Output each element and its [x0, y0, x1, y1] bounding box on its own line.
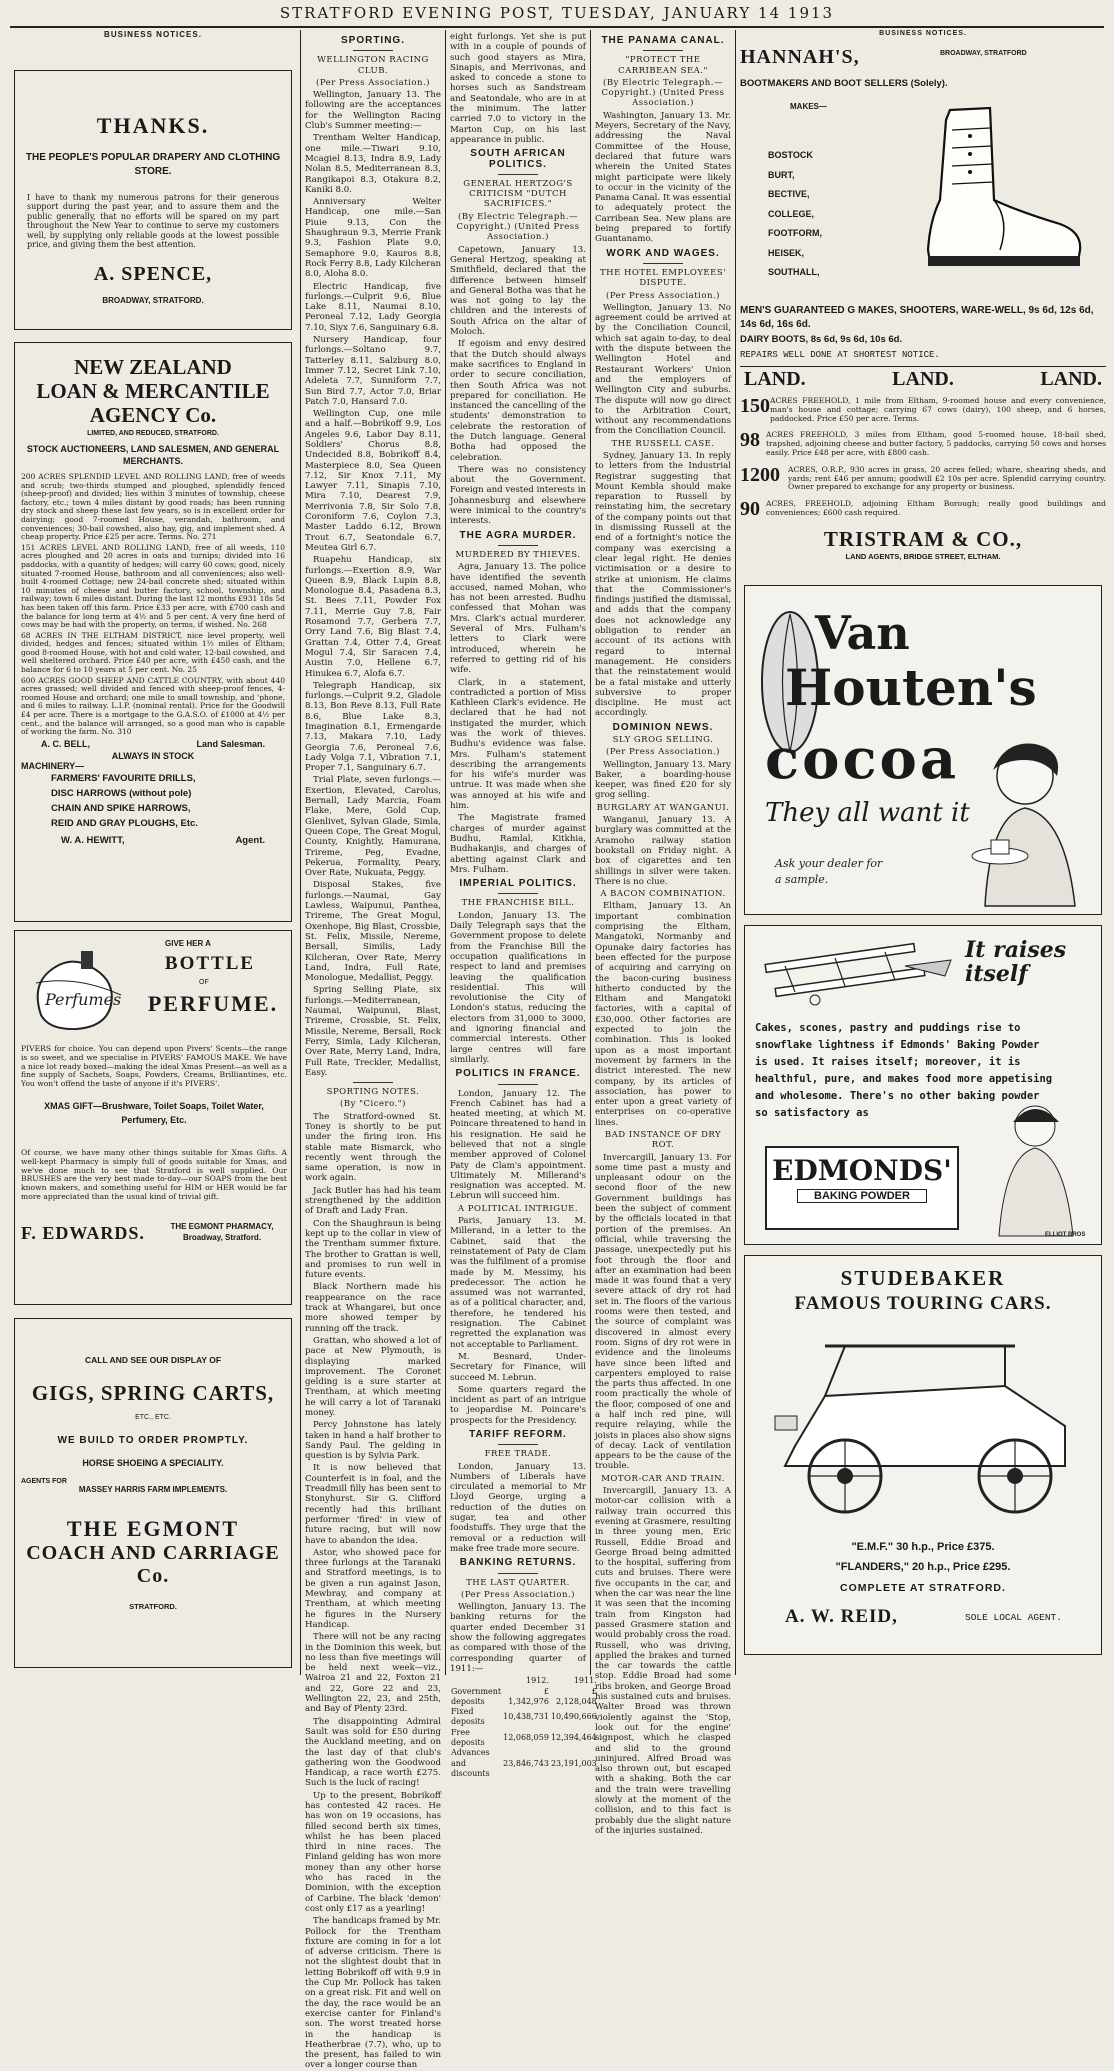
banking-subhead: THE LAST QUARTER.: [466, 1577, 570, 1588]
column-5: [740, 30, 1106, 1675]
nzl-lot: 151 ACRES LEVEL AND ROLLING LAND, free of all weeds, 110 acres ploughed and 20 acres in oats and turnips; divided into 16 paddocks, with a quantity of hedges; will carry 60 cows; good, nicely situated 7-roomed House, bathroom and all conveniences; also well-built 4-roomed Cottage; new 24-bail concrete shed; situated within 10 minutes of cheese and butter factory, school, township, and railway; town 6 miles distant. During the last 12 months £931 18s 5d has been taken off this farm. Price £33 per acre, with £700 cash and the balance for long term at 4½ and 5 per cent. A very fine herd of cows may be had with the property, on terms, if wished. No. 268: [21, 542, 285, 630]
intrigue-subhead: A POLITICAL INTRIGUE.: [457, 1203, 579, 1214]
imperial-heading: IMPERIAL POLITICS.: [459, 878, 577, 890]
column-rule: [735, 30, 736, 1675]
studebaker-agent-role: SOLE LOCAL AGENT.: [965, 1612, 1062, 1623]
separator: [498, 545, 538, 546]
paragraph: Wellington Cup, one mile and a half.—Bobrikoff 9.9, Los Angeles 9.6, Labor Day 8.11, Soldiers' Chorus 8.8, Undecided 8.8, Bobrikoff 8.4, Masterpiece 8.0, Sea Queen 7.12, Sir Knox 7.11, My Lawyer 7.11, Sinapis 7.10, Mira 7.10, Dearest 7.9, Merrivonia 7.8, Sir Solo 7.8, Coroniform 7.6, Coylon 7.3, Master Laddo 6.12, Brown Trout 6.7, Seatondale 6.7, Meutea Girl 6.7.: [305, 409, 441, 553]
land-lot-text: ACRES FREEHOLD, 1 mile from Eltham, 9-roomed house and every convenience, man's house and cottage; carrying 67 cows (dairy), 100 sheep, and 6 horses, paddocked. Price £50 per acre. Terms.: [770, 396, 1106, 423]
sporting-subhead: WELLINGTON RACING CLUB.: [317, 55, 429, 76]
paragraph: Wellington, January 13. Mary Baker, a boarding-house keeper, was fined £20 for sly grog selling.: [595, 759, 731, 801]
column-rule: [590, 30, 591, 1675]
table-cell: 23,846,743: [503, 1758, 549, 1768]
touring-car-illustration: [765, 1326, 1085, 1526]
paragraph: Clark, in a statement, contradicted a portion of Miss Kathleen Clark's evidence. He declared that he had not instigated the murder, which was the work of thieves. Budhu's evidence was false. Mrs. Fulham's statement describing the arrangements for his wife's murder was untrue. It was made when she was annoyed at his wife and him.: [450, 677, 586, 812]
table-cell: 10,490,666: [550, 1712, 597, 1722]
table-cell: Advances and discounts: [451, 1748, 490, 1778]
land-lot-number: 1200: [740, 463, 780, 486]
hannah-name: HANNAH'S,: [740, 46, 860, 68]
land-lot-number: 90: [740, 498, 760, 521]
thanks-title: THANKS.: [96, 113, 210, 138]
hannah-dairy: DAIRY BOOTS, 8s 6d, 9s 6d, 10s 6d.: [740, 334, 903, 345]
table-cell: £ 1,342,976: [508, 1686, 549, 1706]
agra-heading: THE AGRA MURDER.: [459, 529, 577, 541]
nzl-agent-role: Land Salesman.: [196, 738, 265, 749]
motor-subhead: MOTOR-CAR AND TRAIN.: [601, 1473, 725, 1484]
edmonds-body: Cakes, scones, pastry and puddings rise to snowflake lightness if Edmonds' Baking Powder is used. It raises itself; moreover, it is healthful, pure, and makes food more appetising and wholesome. There's no other baking powder so satisfactory as: [755, 1022, 1053, 1119]
paragraph: Anniversary Welter Handicap, one mile.—San Piuie 9.13, Con the Shaughraun 9.3, Merrie Frank 9.3, Fashion Plate 9.0, Semaphore 9.0, Kauros 8.8, Rock Ferry 8.8, Lady Kilcheran 8.0, Aloha 8.0.: [305, 197, 441, 280]
paragraph: Trial Plate, seven furlongs.—Exertion, Elevated, Carolus, Bernall, Lady Marcia, Foam Flake, Mere, Gold Cup, Glenlivet, Sylvan Glade, Simla, Queen Cope, The Great Mogul, County, Knightly, Hamurana, Trireme, Peg, Evadne, Pekerua, Formality, Peary, Over Rate, Nukuata, Peggy.: [305, 775, 441, 879]
paragraph: London, January 13. The Daily Telegraph says that the Government propose to delete from the Franchise Bill the occupation qualifications in respect to land and premises leaving the qualification residential. This will revolutionise the City of London's status, reducing the electors from 31,000 to 3000, and ignoring financial and commercial interests. Other large centres will fare similarly.: [450, 910, 586, 1065]
work-heading: WORK AND WAGES.: [606, 247, 720, 259]
coach-build: WE BUILD TO ORDER PROMPTLY.: [57, 1435, 249, 1446]
nz-loan-advert: [14, 342, 292, 922]
cocoa-ask: Ask your dealer for a sample.: [775, 857, 883, 886]
dryrot-subhead: BAD INSTANCE OF DRY ROT.: [604, 1129, 722, 1151]
nzl-machinery: MACHINERY—: [21, 760, 85, 771]
agra-subhead: MURDERED BY THIEVES.: [455, 549, 581, 560]
table-cell: 23,191,003: [550, 1758, 597, 1768]
cocoa-advert: [744, 585, 1102, 915]
paragraph: The Magistrate framed charges of murder against Budhu, Ramlal, Kitkhia, Budhakanjis, and charges of abetting against Clark and Mrs. Fulham.: [450, 813, 586, 875]
separator: [353, 1082, 393, 1083]
nzl-lot: 600 ACRES GOOD SHEEP AND CATTLE COUNTRY, with about 440 acres grassed; well divided and fenced with sheep-proof fences, 4-roomed House and orchard; one mile to small township, and 'phone, and 6 miles to railway. L.I.P. (nominal rental). Price for the Goodwill £4 per acre. There is a mortgage to the G.A.S.O. of £1000 at 4½ per cent., and the balance will arranged, so a good man who is capable of working the farm. No. 310: [21, 675, 285, 737]
paragraph: Wellington, January 13. The following are the acceptances for the Wellington Racing Club's Summer meeting:—: [305, 90, 441, 132]
edmonds-brand2: BAKING POWDER: [797, 1189, 927, 1203]
paragraph: Percy Johnstone has lately taken in hand a half brother to Sandy Paul. The gelding in question is by Sylvia Park.: [305, 1420, 441, 1462]
sporting-heading: SPORTING.: [340, 35, 405, 46]
studebaker-complete: COMPLETE AT STRATFORD.: [840, 1582, 1006, 1594]
coach-massey: MASSEY HARRIS FARM IMPLEMENTS.: [78, 1485, 228, 1494]
separator: [498, 893, 538, 894]
separator: [498, 1084, 538, 1085]
perfume-shop: THE EGMONT PHARMACY, Broadway, Stratford.: [170, 1222, 274, 1242]
cocoa-tagline: They all want it: [765, 798, 970, 828]
nzl-limited: LIMITED, AND REDUCED, STRATFORD.: [87, 430, 219, 437]
land-firm: TRISTRAM & CO.,: [823, 527, 1023, 552]
thanks-shop: THE PEOPLE'S POPULAR DRAPERY AND CLOTHING STORE.: [25, 152, 281, 177]
boot-icon: [890, 100, 1090, 280]
table-cell: Government deposits: [451, 1686, 502, 1706]
hannahs-advert: [740, 42, 1106, 362]
hannah-brand-list: [768, 146, 822, 283]
paragraph: Wellington, January 13. No agreement could be arrived at by the Conciliation Council, which sat again to-day, to deal with the dispute between the Wellington Hotel and Restaurant Workers' Union and the employers of Wellington City and suburbs. The dispute will now go direct to the Arbitration Court, without any recommendations from the Conciliation Council.: [595, 302, 731, 437]
paragraph: It is now believed that Counterfeit is in foal, and the Treadmill filly has been sent to Stonyhurst. Sir G. Clifford recently had this brilliant performer 'fired' in view of future racing, but will now have to abandon the idea.: [305, 1463, 441, 1546]
nzl-roles: STOCK AUCTIONEERS, LAND SALESMEN, AND GENERAL MERCHANTS.: [26, 444, 280, 466]
hannah-brand: HEISEK,: [768, 247, 805, 258]
land-lot-number: 98: [740, 429, 760, 452]
edmonds-signature: ELLIOT BROS: [1045, 1232, 1086, 1238]
table-row: [450, 1748, 598, 1779]
paragraph: There will not be any racing in the Dominion this week, but no less than five meetings will be held next week—viz., Wairoa 21 and 22, Foxton 21 and 22, Gore 22 and 23, Wellington 22, 23, and 25th, and Bay of Plenty 23rd.: [305, 1632, 441, 1715]
sporting-notes-head: SPORTING NOTES.: [326, 1087, 420, 1098]
edmonds-tin: [765, 1146, 959, 1230]
paragraph: Some quarters regard the incident as part of an intrigue to jeopardise M. Poincare's prospects for the Presidency.: [450, 1384, 586, 1426]
paragraph: Grattan, who showed a lot of pace at New Plymouth, is displaying marked improvement. The Coronet gelding is a sure starter at Trentham, at which meeting he will carry a lot of Taranaki money.: [305, 1335, 441, 1418]
paragraph: Electric Handicap, five furlongs.—Culprit 9.6, Blue Lake 8.11, Naumai 8.10, Peroneal 7.12, Lady Georgia 7.10, Siyx 7.6, Sanguinary 6.8.: [305, 281, 441, 333]
paragraph: London, January 12. The French Cabinet has had a heated meeting, at which M. Poincare threatened to hand in his resignation. He said he believed that not a single member approved of Colonel Paty de Clam's appointment. Ultimately M. Millerand's resignation was accepted. M. Lebrun will succeed him.: [450, 1088, 586, 1202]
land-heading: LAND.: [1040, 368, 1102, 390]
section-rule: [740, 366, 1106, 367]
coach-advert: [14, 1318, 292, 1668]
coach-agents: AGENTS FOR: [21, 1478, 67, 1485]
land-lot-number: 150: [740, 395, 770, 417]
perfume-give: GIVE HER A: [165, 939, 211, 948]
perfume-xmas: XMAS GIFT—Brushware, Toilet Soaps, Toilet Water, Perfumery, Etc.: [44, 1101, 264, 1125]
france-heading: POLITICS IN FRANCE.: [455, 1068, 581, 1080]
perfume-body: PIVERS for choice. You can depend upon Pivers' Scents—the range is so sweet, and we specialise in PIVERS' FAMOUS MAKE. We have a nice lot ready boxed—making the ideal Xmas Present—as well as a fine supply of Sachets, Soaps, Powders, Creams, Brilliantines, etc. You won't offend the taste of anyone if it's PIVERS'.: [21, 1044, 287, 1089]
masthead-rule: [10, 26, 1104, 28]
table-cell: 12,068,059: [503, 1732, 549, 1742]
cocoa-brand-van: Van: [815, 606, 910, 660]
sa-heading: SOUTH AFRICAN POLITICS.: [470, 148, 566, 170]
coach-horse: HORSE SHOEING A SPECIALITY.: [82, 1458, 224, 1468]
paragraph: Washington, January 13. Mr. Meyers, Secretary of the Navy, addressing the Naval Committee of the House, declared that future wars wherein the United States might participate were likely to occur in the vicinity of the Panama Canal. It was essential to adequately protect the Carribean Sea. New plans are being prepared to fortify Guantanamo.: [595, 110, 731, 245]
table-row: [450, 1728, 598, 1749]
separator: [643, 50, 683, 51]
hannah-makes: MAKES—: [790, 102, 827, 111]
thanks-address: BROADWAY, STRATFORD.: [102, 296, 204, 306]
land-heading: LAND.: [744, 368, 806, 390]
nzl-lot: 200 ACRES SPLENDID LEVEL AND ROLLING LAND, free of weeds and scrub; two-thirds stumped and ploughed, splendidly fenced (sheep-proof) and divided; lies within 3 minutes of township, cheese factory, etc.; town 4 miles distant by good roads; has been running dry stock and sheep these last few years, so is in excellent order for dairying; good 7-roomed House, verandah, bathroom, and conveniences; 30-bail cowshed, also hay, gig, and implement shed. A cheap property. Price £25 per acre. Terms. No. 271: [21, 472, 285, 542]
separator: [643, 263, 683, 264]
paragraph: There was no consistency about the Government. Foreign and vested interests in Johannesburg and elsewhere were inimical to the country's interests.: [450, 464, 586, 527]
hannah-brand: BURT,: [768, 169, 795, 180]
paragraph: Paris, January 13. M. Millerand, in a letter to the Cabinet, said that the reinstatement of Paty de Clam was the fulfilment of a promise made by M. Messimy, his predecessor. The action he assumed was not warranted, as of a political character, and, therefore, he tendered his resignation. The Cabinet regretted the explanation was not acceptable to Parliament.: [450, 1216, 586, 1350]
tariff-heading: TARIFF REFORM.: [469, 1429, 567, 1440]
table-cell: 10,438,731: [503, 1712, 549, 1722]
paragraph: Eltham, January 13. An important combination comprising the Eltham, Mangatoki, Normanby and Opunake dairy factories has been effected for the purpose of acquiring and carrying on the bacon-curing business hitherto conducted by the Eltham and Mangatoki factories, with a capital of £30,000. Other factories are expected to join the combination. This is looked upon as a most important movement by farmers in the district interested. The new company, by its articles of association, has power to enter upon a great variety of enterprises on co-operative lines.: [595, 901, 731, 1128]
nzl-line1: NEW ZEALAND: [74, 355, 232, 379]
perfume-of: OF: [199, 979, 209, 986]
coach-gigs: GIGS, SPRING CARTS,: [31, 1381, 275, 1405]
work-subhead: THE HOTEL EMPLOYEES' DISPUTE.: [599, 267, 726, 289]
cocoa-brand-houtens: Houten's: [785, 658, 1037, 717]
nzl-line3: AGENCY Co.: [89, 403, 217, 427]
paragraph: Ruapehu Handicap, six furlongs.—Exertion 8.9, War Queen 8.9, Black Lupin 8.8, Monologue 8.4, Pasadena 8.3, St. Bees 7.11, Powder Fox 7.11, Merrie Guy 7.8, Fair Rosamond 7.7, Gerbera 7.7, Orry Land 7.6, Big Blast 7.4, Grattan 7.4, Otter 7.4, Great Mogul 7.4, Sir Saracen 7.4, Austin 7.0, Hellene 6.7, Hinukea 6.7, Alofa 6.7.: [305, 555, 441, 679]
paragraph: eight furlongs. Yet she is put with in a couple of pounds of such good stayers as Mira, Sinapis, and Merrivonas, and asked to concede a stone to horses such as Sandstream and Seatondale, who are in at the minimum. The latter carried 7.0 to victory in the Marton Cup, on his last appearance in public.: [450, 32, 586, 145]
paragraph: The disappointing Admiral Sault was sold for £50 during the Auckland meeting, and on the last day of that club's gathering won the Goodwood Handicap, a race worth £275. Such is the luck of racing!: [305, 1716, 441, 1789]
perfume-title: PERFUME.: [147, 991, 279, 1016]
separator: [498, 1573, 538, 1574]
paragraph: Spring Selling Plate, six furlongs.—Mediterranean, Naumai, Waipunui, Blast, Trireme, Crossbie, St. Felix, Missile, Nereme, Bersall, Rock Ferry, Simla, Lady Kilcheran, Over Rate, Merry Land, Indra, Full Rate, Treckler, Medallist, Easy.: [305, 985, 441, 1078]
thanks-body: I have to thank my numerous patrons for their generous support during the past year, and to assure them and the public generally, that no efforts will be spared on my part throughout the New Year to continue to serve my customers well, by supplying only reliable goods at the lowest possible price, and giving them the best attention.: [27, 193, 279, 250]
canal-byline: (By Electric Telegraph.—Copyright.) (United Press Association.): [601, 77, 725, 109]
paragraph: Sydney, January 13. In reply to letters from the Industrial Registrar suggesting that Mount Kembla should make reparation to Russell by reinstating him, the secretary of the company points out that in dismissing Russell at the end of a fortnight's notice the company was exercising a clear legal right. He denies victimisation or a desire to strike at unionism. He claims that the Commissioner's findings justified the dismissal, and adds that the company does not acknowledge any obligation to render an account of its actions with regard to internal management. He considers that the reinstatement would be a fatal mistake and utterly subversive to proper discipline. He must act accordingly.: [595, 450, 731, 719]
paragraph: If egoism and envy desired that the Dutch should always make sacrifices to England in order to secure conciliation, then South Africa was not prepared for conciliation. He instanced the cancelling of the students' demonstration to celebrate the restoration of the Dutch language. General Botha had opposed the celebration.: [450, 339, 586, 463]
table-cell: Free deposits: [451, 1727, 485, 1748]
separator: [498, 1444, 538, 1445]
land-lot-text: ACRES FREEHOLD, 3 miles from Eltham, good 5-roomed house, 18-bail shed, trapshed, adjoining cheese and butter factory, 5 paddocks, carrying 50 cows and horses easily. Price £48 per acre, with £800 cash.: [766, 430, 1106, 457]
paragraph: Astor, who showed pace for three furlongs at the Taranaki and Stratford meetings, is to be given a run against Jason, Mewbray, and company at Trentham, at which meeting he figures in the Nursery Handicap.: [305, 1547, 441, 1630]
sa-byline: (By Electric Telegraph.—Copyright.) (United Press Association.): [456, 211, 580, 243]
column-1: [12, 30, 294, 1675]
nzl-line2: LOAN & MERCANTILE: [36, 379, 270, 403]
press-association: (Per Press Association.): [316, 77, 430, 88]
hannah-brand: COLLEGE,: [768, 208, 815, 219]
hannah-brand: SOUTHALL,: [768, 267, 820, 277]
nzl-stock-line: ALWAYS IN STOCK: [111, 750, 195, 761]
thanks-advert: [14, 70, 292, 330]
studebaker-emf: "E.M.F." 30 h.p., Price £375.: [851, 1541, 995, 1553]
nzl-item: FARMERS' FAVOURITE DRILLS,: [51, 772, 196, 784]
edmonds-brand: EDMONDS': [772, 1154, 952, 1187]
woman-illustration: [985, 1096, 1085, 1236]
perfume-bottle-illustration: [21, 945, 131, 1035]
paragraph: London, January 13. Numbers of Liberals have circulated a memorial to Mr Lloyd George, urging a reduction of the duties on sugar, tea and other foodstuffs. They urge that the removal or a reduction will make free trade more secure.: [450, 1461, 586, 1554]
table-header: 1912.: [526, 1676, 549, 1686]
nzl-agent: A. C. BELL,: [41, 738, 90, 749]
nzl-lot: 68 ACRES IN THE ELTHAM DISTRICT, nice level property, well divided, hedges and fences; situated within 1½ miles of Eltham; good 8-roomed House, with hot and cold water, 12-bail cowshed, and well sheltered orchard. Price £40 per acre, with £450 cash, and the balance for 6 to 10 years at 5 per cent. No. 25: [21, 630, 285, 675]
hannah-repairs: REPAIRS WELL DONE AT SHORTEST NOTICE.: [740, 350, 940, 360]
paragraph: The Stratford-owned St. Toney is shortly to be put under the firing iron. His stable mate Bismarck, who recently went through the same operation, is now in work again.: [305, 1111, 441, 1184]
column-rule: [300, 30, 301, 1675]
tariff-subhead: FREE TRADE.: [484, 1449, 552, 1460]
land-lot-text: ACRES, O.R.P., 930 acres in grass, 20 acres felled; whare, shearing sheds, and yards; rent £46 per annum; goodwill £2 10s per acre. Splendid carrying country. Owner prepared to exchange for any property or business.: [788, 464, 1106, 492]
paragraph: M. Besnard, Under-Secretary for Finance, will succeed M. Lebrun.: [450, 1351, 586, 1383]
coach-call: CALL AND SEE OUR DISPLAY OF: [84, 1355, 222, 1365]
paragraph: Invercargill, January 13. A motor-car collision with a railway train occurred this evening at Grasmere, resulting in three young men, Eric Russell, Eddie Broad and George Broad being admitted to the hospital, suffering from cuts and bruises. There were five occupants in the car, and when the car was near the line it was seen that the incoming train from Kingston had passed Grasmere station and would probably cross the road. Russell, who was driving, applied the brakes and turned the car towards the cattle stop. Eddie Broad had some ribs broken, and George Broad his sustained cuts and bruises. Walter Broad was thrown violently against the 'Stop, look out for the engine' signpost, which he clasped and slid to the ground uninjured. Alfred Broad was also thrown out, but escaped with a shaking. Both the car and the train were travelling slowly at the moment of the collision, and to this fact is probably due the slight nature of the injuries sustained.: [595, 1486, 731, 1836]
edmonds-slogan: It raises itself: [965, 937, 1067, 987]
studebaker-flanders: "FLANDERS," 20 h.p., Price £295.: [835, 1561, 1011, 1573]
studebaker-line2: FAMOUS TOURING CARS.: [794, 1293, 1052, 1314]
hannah-men: MEN'S GUARANTEED G MAKES, SHOOTERS, WARE-WELL, 9s 6d, 12s 6d, 14s 6d, 16s 6d.: [740, 305, 1094, 330]
land-heading: LAND.: [892, 368, 954, 390]
perfume-bottle-icon: [21, 945, 131, 1035]
paragraph: Agra, January 13. The police have identified the seventh accused, named Mohan, who has not been arrested. Budhu confessed that Mohan was Mrs. Clark's actual murderer. Several of Mrs. Fulham's letters to Clark were introduced, wherein he referred to getting rid of his wife.: [450, 562, 586, 676]
land-firm-sub: LAND AGENTS, BRIDGE STREET, ELTHAM.: [845, 552, 1001, 562]
dominion-subhead: SLY GROG SELLING.: [612, 735, 714, 745]
paragraph: Jack Butler has had his team strengthened by the addition of Draft and Lady Fran.: [305, 1185, 441, 1217]
column-rule: [445, 30, 446, 1675]
banking-table: [450, 1676, 598, 1779]
paragraph: Trentham Welter Handicap, one mile.—Tiwari 9.10, Mcagiel 8.13, Indra 8.9, Lady Nolan 8.5, Mediterranean 8.3, Rangikapoi 8.3, Otakura 8.2, Kaniki 8.0.: [305, 133, 441, 195]
sporting-notes-byline: (By "Cicero."): [340, 1099, 406, 1110]
paragraph: Nursery Handicap, four furlongs.—Soltano 9.7, Tatterley 8.11, Salzburg 8.0, Immer 7.12, Secret Link 7.10, Adeleta 7.7, Sunniform 7.7, Sun Bird 7.7, Actor 7.0, Briar Patch 7.0, Hansard 7.0.: [305, 335, 441, 407]
perfume-bottle: BOTTLE: [164, 953, 256, 974]
paragraph: Black Northern made his reappearance on the race track at Whangarei, but once more showed temper by running off the track.: [305, 1282, 441, 1334]
studebaker-line1: STUDEBAKER: [840, 1266, 1006, 1290]
hannah-brand: BECTIVE,: [768, 189, 810, 199]
paragraph: Telegraph Handicap, six furlongs.—Culprit 9.2, Gladole 8.13, Bon Reve 8.13, Full Rate 8.6, Blue Lake 8.3, Imagination 8.1, Ermengarde 7.13, Makara 7.10, Lady Georgia 7.6, Peroneal 7.6, Lady Volga 7.1, Vibration 7.1, Proper 7.1, Sanguinary 6.7.: [305, 680, 441, 774]
paragraph: Disposal Stakes, five furlongs.—Naumai, Gay Lawless, Waipunui, Panthea, Trireme, The Great Mogul, Oxenhope, Big Blast, Crossbie, St. Felix, Missile, Nereme, Bersall, Similis, Lady Kilcheran, Over Rate, Merry Land, Indra, Full Rate, Monologue, Medallist, Peggy.: [305, 880, 441, 984]
russell-subhead: THE RUSSELL CASE.: [611, 438, 715, 449]
perfume-name: F. EDWARDS.: [21, 1223, 145, 1243]
land-lot-text: ACRES, FREEHOLD, adjoining Eltham Borough; really good buildings and conveniences; £600 cash required.: [766, 499, 1106, 517]
table-row: [450, 1676, 598, 1686]
burglary-subhead: BURGLARY AT WANGANUI.: [596, 802, 730, 813]
paragraph: Invercargill, January 13. For some time past a musty and unpleasant odour on the second floor of the new Government buildings has been the subject of comment by the officials located in that portion of the premises. An official, while traversing the passage, unexpectedly put his foot through the floor and after an examination had been made it was found that a very severe attack of dry rot had set in. The floors of the various rooms were then tested, and the source of complaint was discovered in almost every room. Signs of dry rot were in evidence and the linoleums have since been lifted and carpenters employed to raise the parts thus affected. In one room practically the whole of the floor, composed of one and a half inch red pine, will require relaying, while the joists in places also show signs of decay. Lack of ventilation appears to be the cause of the trouble.: [595, 1152, 731, 1472]
perfume-body2: Of course, we have many other things suitable for Xmas Gifts. A well-kept Pharmacy is simply full of goods suitable for Xmas, and we've done much to see that Stratford is well supplied. Our BRUSHES are the very best made to-day—our SOAPS from the best known makers, and something useful for HIM or HER would be far more appreciated than the usual kind of trivial gift.: [21, 1148, 287, 1201]
table-header: 1911.: [573, 1676, 597, 1686]
work-press: (Per Press Association.): [606, 290, 720, 301]
land-advert: [740, 368, 1106, 578]
coach-name: COACH AND CARRIAGE Co.: [26, 1542, 280, 1587]
canal-heading: THE PANAMA CANAL.: [601, 35, 725, 46]
aeroplane-icon: [755, 936, 955, 1006]
paragraph: Up to the present, Bobrikoff has contested 42 races. He has won on 19 occasions, has filled second berth six times, whilst he has been placed third in nine races. The Finland gelding has won more money than any other horse who has raced in the Dominion, with the exception of Carbine. The black 'demon' cost only £17 as a yearling!: [305, 1790, 441, 1914]
paragraph: Capetown, January 13. General Hertzog, speaking at Smithfield, declared that the difference between himself and General Botha was that he was not going to lay the children and the interests of South Africa on the altar of Moloch.: [450, 244, 586, 338]
paragraph: Wellington, January 13. The banking returns for the quarter ended December 31 show the following aggregates as compared with those of the corresponding quarter of 1911:—: [450, 1602, 586, 1674]
coach-etc: ETC., ETC.: [135, 1414, 171, 1421]
thanks-name: A. SPENCE,: [93, 263, 213, 286]
table-row: [450, 1687, 598, 1708]
dominion-heading: DOMINION NEWS.: [612, 721, 714, 733]
studebaker-agent: A. W. REID,: [785, 1606, 898, 1627]
nzl-item: CHAIN AND SPIKE HARROWS,: [51, 802, 191, 814]
hannah-trade: BOOTMAKERS AND BOOT SELLERS (Solely).: [740, 78, 948, 89]
paragraph: The handicaps framed by Mr. Pollock for the Trentham fixture are coming in for a lot of adverse criticism. There is not the slightest doubt that in letting Bobrikoff off with 9.9 in the Cup Mr. Pollock has taken on a great risk. Fit and well on the day, the race would be an exercise canter for Finland's son. The worst treated horse in the handicap is Heatherbrae (7.7), who, up to the present, has failed to win over a longer course than: [305, 1916, 441, 2071]
table-cell: 12,394,464: [550, 1732, 597, 1742]
column-4: [595, 32, 731, 1836]
banking-press: (Per Press Association.): [461, 1589, 575, 1600]
dominion-press: (Per Press Association.): [606, 747, 720, 758]
banking-heading: BANKING RETURNS.: [459, 1557, 577, 1569]
business-notices-header: BUSINESS NOTICES.: [104, 30, 202, 39]
edmonds-advert: [744, 925, 1102, 1245]
studebaker-advert: [744, 1255, 1102, 1655]
nzl-items: [21, 771, 285, 831]
imperial-subhead: THE FRANCHISE BILL.: [461, 898, 575, 909]
perfume-advert: [14, 930, 292, 1305]
hannah-address: BROADWAY, STRATFORD: [940, 50, 1027, 57]
perfume-label: Perfumes: [45, 990, 122, 1009]
canal-subhead: "PROTECT THE CARRIBEAN SEA.": [618, 55, 708, 76]
hannah-brand: FOOTFORM,: [768, 228, 822, 238]
masthead: STRATFORD EVENING POST, TUESDAY, JANUARY 14 1913: [279, 4, 835, 22]
separator: [353, 50, 393, 51]
table-row: [450, 1707, 598, 1728]
nzl-hewitt: W. A. HEWITT,: [61, 834, 125, 846]
nzl-item: DISC HARROWS (without pole): [51, 787, 192, 799]
column-2: [305, 32, 441, 2071]
coach-the: THE EGMONT: [66, 1516, 240, 1541]
hannah-brand: BOSTOCK: [768, 150, 813, 160]
woman-with-cup-illustration: [965, 736, 1095, 906]
table-cell: £ 2,128,048: [556, 1686, 597, 1706]
coach-place: STRATFORD.: [129, 1602, 177, 1611]
nzl-hewitt-role: Agent.: [235, 834, 265, 846]
sa-subhead: GENERAL HERTZOG'S CRITICISM "DUTCH SACRIFICES.": [463, 178, 573, 210]
separator: [498, 174, 538, 175]
paragraph: Wanganui, January 13. A burglary was committed at the Aramoho railway station bookstall on Friday night. A box of cigarettes and ten shillings in silver were taken. There is no clue.: [595, 815, 731, 887]
nzl-item: REID AND GRAY PLOUGHS, Etc.: [51, 817, 198, 829]
business-notices-header: BUSINESS NOTICES.: [879, 30, 967, 37]
column-3: [450, 32, 597, 1778]
bacon-subhead: A BACON COMBINATION.: [600, 889, 726, 900]
cocoa-word: cocoa: [765, 726, 960, 792]
table-cell: Fixed deposits: [451, 1707, 485, 1727]
paragraph: Con the Shaughraun is being kept up to the collar in view of the Trentham summer fixture. The brother to Grattan is well, and promises to run well in future events.: [305, 1218, 441, 1281]
